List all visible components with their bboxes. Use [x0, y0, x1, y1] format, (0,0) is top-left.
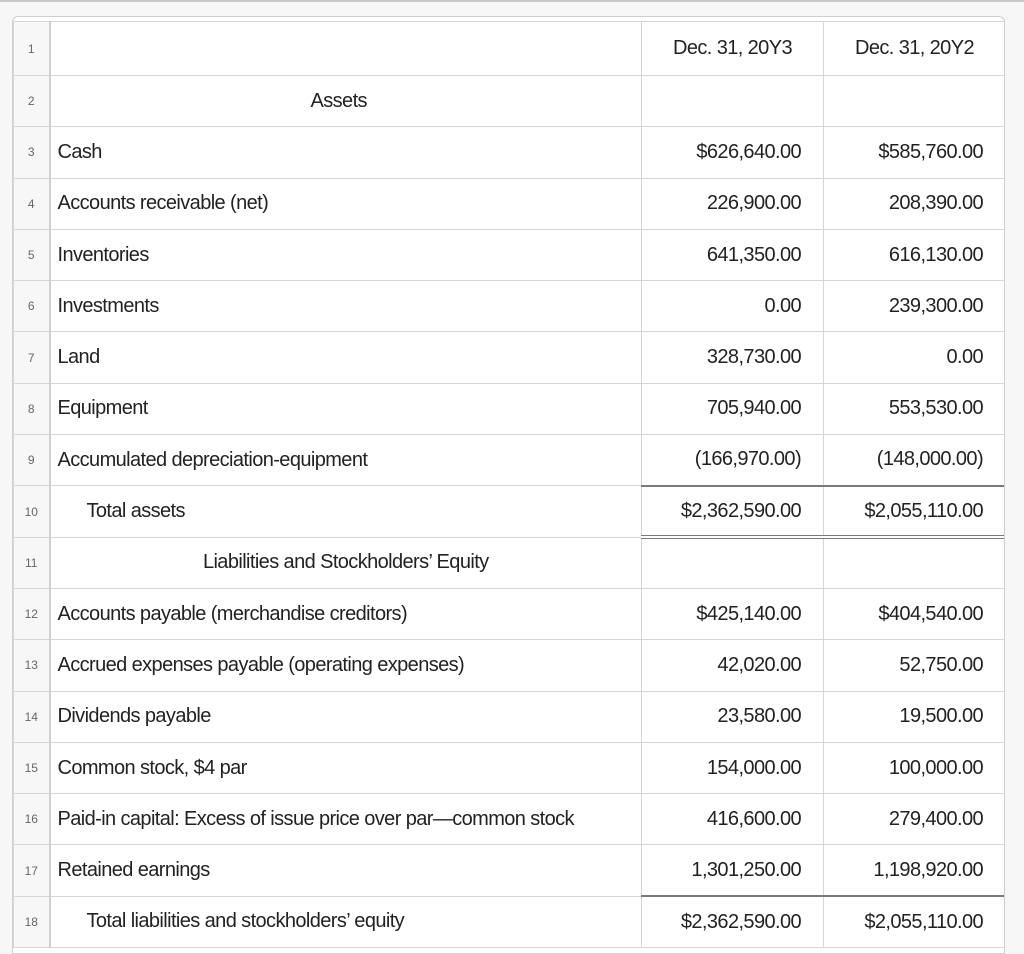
cell-label[interactable]: Land — [50, 332, 642, 383]
table-row-total-assets — [14, 486, 1006, 537]
cell-y3[interactable]: 1,301,250.00 — [642, 845, 824, 896]
table-row — [14, 742, 1006, 793]
cell-y3[interactable]: 0.00 — [642, 281, 824, 332]
cell-y2[interactable]: 0.00 — [824, 332, 1006, 383]
table-row — [14, 178, 1006, 229]
cell-y2[interactable]: 279,400.00 — [824, 794, 1006, 845]
cell-y3[interactable] — [642, 76, 824, 127]
table-row — [14, 435, 1006, 486]
cell-label[interactable]: Common stock, $4 par — [50, 742, 642, 793]
cell-label[interactable]: Accumulated depreciation-equipment — [50, 435, 642, 486]
row-number: 4 — [14, 178, 50, 229]
row-number: 13 — [14, 640, 50, 691]
cell-y2[interactable] — [824, 76, 1006, 127]
table-row — [14, 281, 1006, 332]
cell-y2[interactable]: 208,390.00 — [824, 178, 1006, 229]
cell-y2[interactable] — [824, 537, 1006, 588]
cell-y3[interactable]: 705,940.00 — [642, 383, 824, 434]
row-number: 14 — [14, 691, 50, 742]
row-number: 7 — [14, 332, 50, 383]
cell-y3[interactable]: 154,000.00 — [642, 742, 824, 793]
table-row — [14, 537, 1006, 588]
row-number: 18 — [14, 896, 50, 947]
cell-label[interactable]: Investments — [50, 281, 642, 332]
cell-y3[interactable]: 328,730.00 — [642, 332, 824, 383]
cell-label[interactable]: Equipment — [50, 383, 642, 434]
cell-label[interactable]: Accounts payable (merchandise creditors) — [50, 588, 642, 639]
cell-label[interactable] — [50, 22, 642, 76]
cell-y2[interactable]: 553,530.00 — [824, 383, 1006, 434]
table-row — [14, 794, 1006, 845]
row-number: 11 — [14, 537, 50, 588]
row-number: 12 — [14, 588, 50, 639]
cell-label[interactable]: Accrued expenses payable (operating expenses) — [50, 640, 642, 691]
table-row — [14, 845, 1006, 896]
cell-y3[interactable]: 641,350.00 — [642, 229, 824, 280]
cell-y2[interactable]: 19,500.00 — [824, 691, 1006, 742]
row-number: 17 — [14, 845, 50, 896]
table-row — [14, 332, 1006, 383]
balance-sheet-table — [13, 21, 1005, 948]
cell-y2[interactable]: 52,750.00 — [824, 640, 1006, 691]
cell-y3[interactable]: 23,580.00 — [642, 691, 824, 742]
table-row — [14, 229, 1006, 280]
column-header-y3[interactable]: Dec. 31, 20Y3 — [642, 22, 824, 76]
row-number: 9 — [14, 435, 50, 486]
table-row — [14, 383, 1006, 434]
cell-y2[interactable]: $585,760.00 — [824, 127, 1006, 178]
cell-label[interactable]: Accounts receivable (net) — [50, 178, 642, 229]
cell-y3[interactable]: $425,140.00 — [642, 588, 824, 639]
table-row — [14, 76, 1006, 127]
cell-y3[interactable]: 42,020.00 — [642, 640, 824, 691]
row-number: 1 — [14, 22, 50, 76]
cell-y3[interactable]: 416,600.00 — [642, 794, 824, 845]
column-header-y2[interactable]: Dec. 31, 20Y2 — [824, 22, 1006, 76]
cell-y3[interactable]: 226,900.00 — [642, 178, 824, 229]
cell-y2[interactable]: $404,540.00 — [824, 588, 1006, 639]
cell-y2[interactable]: 1,198,920.00 — [824, 845, 1006, 896]
table-row — [14, 22, 1006, 76]
table-row — [14, 691, 1006, 742]
cell-y2[interactable]: 616,130.00 — [824, 229, 1006, 280]
row-number: 5 — [14, 229, 50, 280]
table-row — [14, 640, 1006, 691]
row-number: 16 — [14, 794, 50, 845]
cell-y2[interactable]: $2,055,110.00 — [824, 486, 1006, 537]
row-number: 10 — [14, 486, 50, 537]
table-row — [14, 588, 1006, 639]
row-number: 6 — [14, 281, 50, 332]
cell-label[interactable]: Paid-in capital: Excess of issue price over par—common stock — [50, 794, 642, 845]
cell-y3[interactable]: $2,362,590.00 — [642, 896, 824, 947]
row-number: 15 — [14, 742, 50, 793]
cell-y2[interactable]: 239,300.00 — [824, 281, 1006, 332]
row-number: 8 — [14, 383, 50, 434]
section-heading-assets[interactable]: Assets — [50, 76, 642, 127]
cell-y3[interactable] — [642, 537, 824, 588]
cell-y2[interactable]: (148,000.00) — [824, 435, 1006, 486]
cell-label[interactable]: Total liabilities and stockholders’ equity — [50, 896, 642, 947]
table-row-total-liabilities — [14, 896, 1006, 947]
balance-sheet-table-container — [12, 16, 1005, 954]
cell-label[interactable]: Total assets — [50, 486, 642, 537]
cell-y2[interactable]: $2,055,110.00 — [824, 896, 1006, 947]
table-row — [14, 127, 1006, 178]
cell-y3[interactable]: $626,640.00 — [642, 127, 824, 178]
cell-y3[interactable]: $2,362,590.00 — [642, 486, 824, 537]
cell-label[interactable]: Retained earnings — [50, 845, 642, 896]
row-number: 2 — [14, 76, 50, 127]
cell-y3[interactable]: (166,970.00) — [642, 435, 824, 486]
cell-label[interactable]: Dividends payable — [50, 691, 642, 742]
cell-label[interactable]: Cash — [50, 127, 642, 178]
cell-label[interactable]: Inventories — [50, 229, 642, 280]
cell-y2[interactable]: 100,000.00 — [824, 742, 1006, 793]
row-number: 3 — [14, 127, 50, 178]
section-heading-liabilities[interactable]: Liabilities and Stockholders’ Equity — [50, 537, 642, 588]
